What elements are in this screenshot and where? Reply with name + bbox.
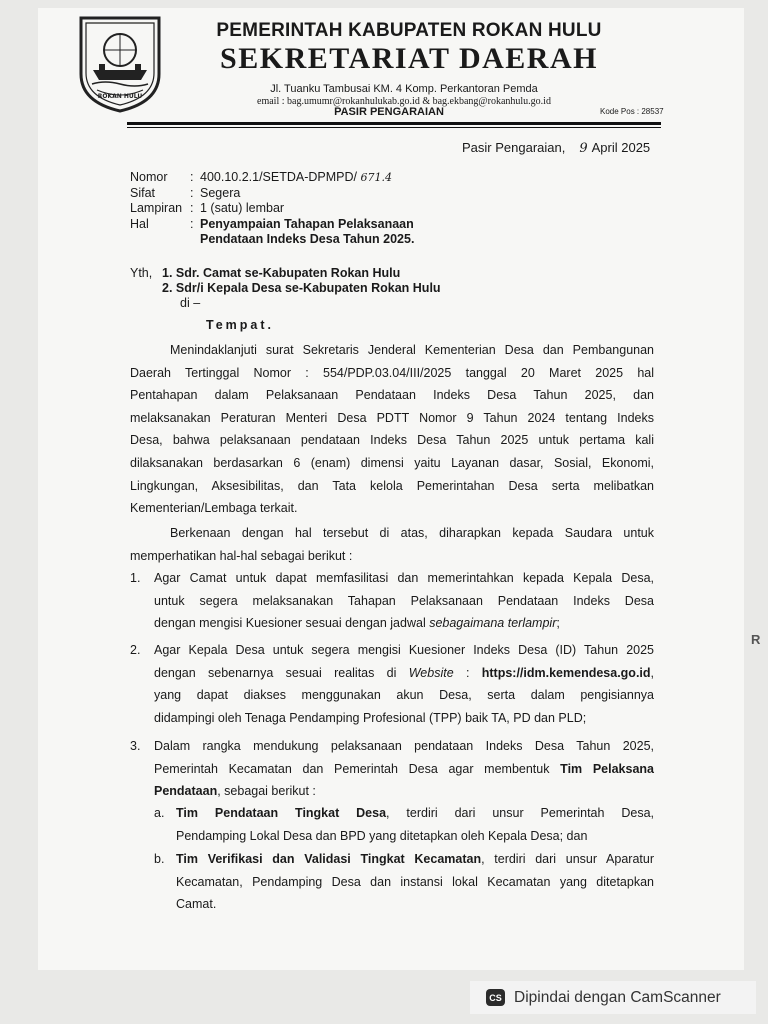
camscanner-icon: CS bbox=[486, 989, 505, 1006]
camscanner-label: Dipindai dengan CamScanner bbox=[514, 988, 721, 1006]
sub-item-b: b. Tim Verifikasi dan Validasi Tingkat Kecamatan, terdiri dari unsur Aparatur Kecamatan, Pendamping Desa dan instansi lokal Kecamatan yang ditetapkan Camat. bbox=[154, 852, 654, 912]
letter-date: Pasir Pengaraian, 9 April 2025 bbox=[462, 140, 651, 156]
meta-sifat: Sifat : Segera bbox=[130, 185, 241, 200]
letter-meta bbox=[130, 170, 414, 248]
addressee-di: di – bbox=[180, 296, 201, 310]
letterhead-address: Jl. Tuanku Tambusai KM. 4 Komp. Perkantoran Pemda bbox=[270, 83, 538, 95]
addressee-block: Yth, 1. Sdr. Camat se-Kabupaten Rokan Hulu 2. Sdr/i Kepala Desa se-Kabupaten Rokan Hulu di – Tempat. bbox=[130, 266, 441, 332]
addressee-2: 2. Sdr/i Kepala Desa se-Kabupaten Rokan Hulu bbox=[162, 281, 441, 295]
addressee-1: 1. Sdr. Camat se-Kabupaten Rokan Hulu bbox=[162, 266, 401, 280]
edge-mark: R bbox=[751, 632, 761, 647]
paragraph-2: Berkenaan dengan hal tersebut di atas, diharapkan kepada Saudara untuk memperhatikan hal-hal sebagai berikut : bbox=[130, 526, 654, 563]
letterhead-city: PASIR PENGARAIAN bbox=[334, 106, 444, 118]
letterhead-email: email : bag.umumr@rokanhulukab.go.id & bag.ekbang@rokanhulu.go.id bbox=[257, 96, 551, 107]
meta-hal: Hal : Penyampaian Tahapan Pelaksanaan Pendataan Indeks Desa Tahun 2025. bbox=[130, 216, 415, 246]
letterhead-rule-thin bbox=[127, 127, 661, 128]
letterhead-rule-thick bbox=[127, 122, 661, 125]
letterhead-government: PEMERINTAH KABUPATEN ROKAN HULU bbox=[216, 20, 602, 41]
list-item-2: 2. Agar Kepala Desa untuk segera mengisi Kuesioner Indeks Desa (ID) Tahun 2025 dengan sebenarnya sesuai realitas di Website : https://idm.kemendesa.go.id, yang dapat diakses menggunakan akun Desa, serta dalam pengisiannya didampingi oleh Tenaga Pendamping Profesional (TPP) baik TA, PD dan PLD; bbox=[130, 643, 655, 725]
svg-text:ROKAN HULU: ROKAN HULU bbox=[97, 93, 143, 100]
sub-item-a: a. Tim Pendataan Tingkat Desa, terdiri dari unsur Pemerintah Desa, Pendamping Lokal Desa dan BPD yang ditetapkan oleh Kepala Desa; dan bbox=[154, 806, 655, 843]
meta-lampiran: Lampiran : 1 (satu) lembar bbox=[130, 201, 285, 215]
addressee-tempat: Tempat. bbox=[206, 318, 274, 332]
list-item-1: 1. Agar Camat untuk dapat memfasilitasi dan memerintahkan kepada Kepala Desa, untuk segera melaksanakan Tahapan Pelaksanaan Pendataan Indeks Desa dengan mengisi Kuesioner sesuai dengan jadwal sebagaimana terlampir; bbox=[130, 571, 654, 631]
paragraph-1: Menindaklanjuti surat Sekretaris Jenderal Kementerian Desa dan Pembangunan Daerah Tertinggal Nomor : 554/PDP.03.04/III/2025 tanggal 20 Maret 2025 hal Pentahapan dalam Pelaksanaan Pendataan Indeks Desa Tahun 2025, dan melaksanakan Peraturan Menteri Desa PDTT Nomor 9 Tahun 2024 tentang Indeks Desa, bahwa pelaksanaan pendataan Indeks Desa Tahun 2025 untuk pertama kali dilaksanakan berdasarkan 6 (enam) dimensi yaitu Layanan dasar, Sosial, Ekonomi, Lingkungan, Aksesibilitas, dan Tata kelola Pemerintahan Desa serta melibatkan Kementerian/Lembaga terkait. bbox=[130, 343, 654, 516]
camscanner-watermark bbox=[470, 981, 756, 1014]
list-item-3: 3. Dalam rangka mendukung pelaksanaan pendataan Indeks Desa Tahun 2025, Pemerintah Kecamatan dan Pemerintah Desa agar membentuk Tim Pelaksana Pendataan, sebagai berikut : bbox=[130, 739, 655, 799]
letterhead-secretariat: SEKRETARIAT DAERAH bbox=[220, 42, 598, 75]
postal-code: Kode Pos : 28537 bbox=[600, 107, 664, 116]
website-link: https://idm.kemendesa.go.id bbox=[481, 665, 651, 680]
meta-nomor: Nomor : 400.10.2.1/SETDA-DPMPD/ 671.4 bbox=[130, 170, 392, 184]
